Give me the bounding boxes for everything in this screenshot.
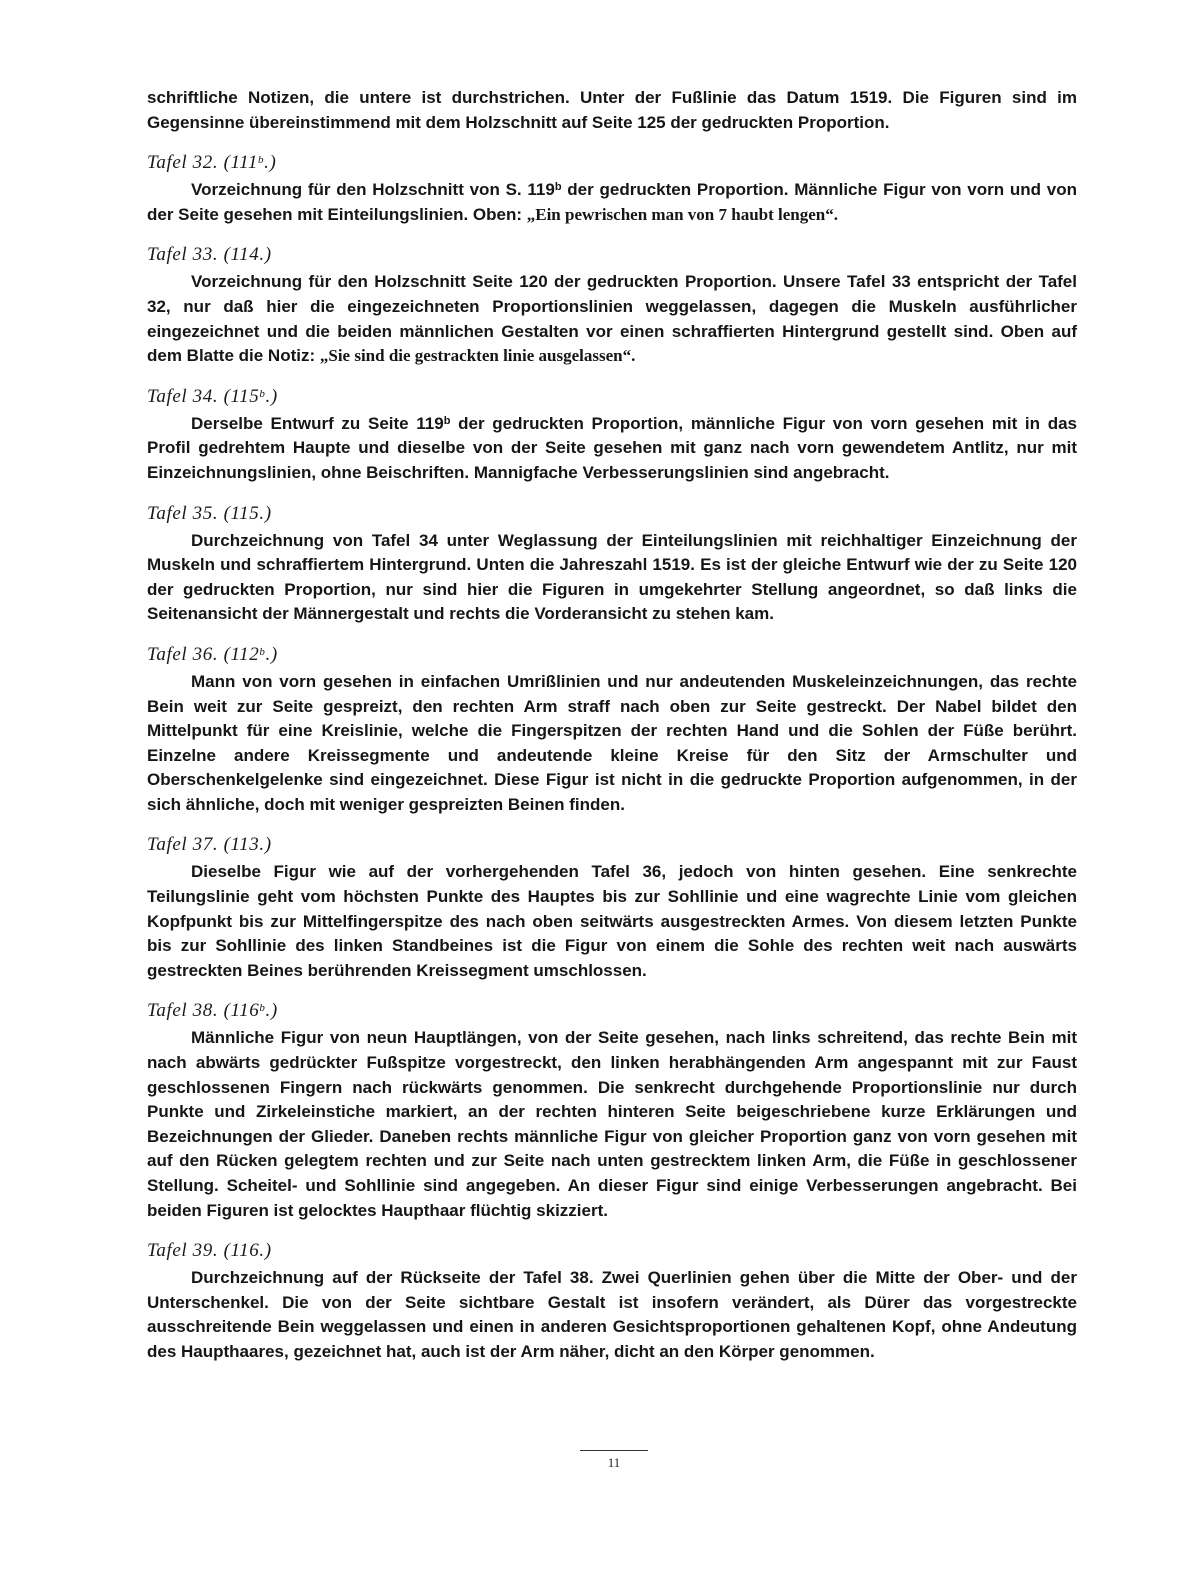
entry-tafel-32 [147, 151, 1077, 227]
entry-heading: Tafel 35. (115.) [147, 502, 272, 524]
entry-heading: Tafel 39. (116.) [147, 1240, 272, 1262]
heading-end: .) [265, 1000, 278, 1022]
heading-superscript: b [259, 1002, 266, 1015]
entry-heading [147, 643, 1077, 667]
heading-superscript: b [259, 387, 266, 400]
intro-paragraph: schriftliche Notizen, die untere ist durchstrichen. Unter der Fußlinie das Datum 1519. Die Figuren sind im Gegensinne übereinstimmend mit dem Holzschnitt auf Seite 125 der gedruckten Proportion. [147, 88, 1077, 132]
entry-heading: Tafel 37. (113.) [147, 834, 272, 856]
heading-superscript: b [259, 645, 266, 658]
body-text-part: Vorzeichnung für den Holzschnitt von S. 119 [191, 180, 555, 200]
entry-heading [147, 999, 1077, 1023]
page-content [147, 86, 1077, 1381]
body-text-part: der gedruckten Proportion. Männliche Figur von vorn und von der Seite gesehen mit Einteilungslinien. Oben: [147, 180, 1077, 224]
entry-body: Mann von vorn gesehen in einfachen Umrißlinien und nur andeutenden Muskeleinzeichnungen, das rechte Bein weit zur Seite gespreizt, den rechten Arm straff nach oben zur Seite gestreckt. Der Nabel bildet den Mittelpunkt für eine Kreislinie, welche die Fingerspitzen der rechten Hand und die Sohlen der Füße berührt. Einzelne andere Kreissegmente und andeutende kleine Kreise für den Sitz der Armschulter und Oberschenkelgelenke sind eingezeichnet. Diese Figur ist nicht in die gedruckte Proportion aufgenommen, in der sich ähnliche, doch mit weniger gespreizten Beinen finden. [147, 671, 1077, 814]
heading-end: .) [264, 152, 277, 174]
heading-text: Tafel 32. (111 [147, 152, 258, 174]
heading-end: .) [265, 385, 278, 407]
page-footer [580, 1450, 648, 1471]
body-superscript: b [554, 181, 562, 194]
heading-text: Tafel 38. (116 [147, 1000, 260, 1022]
entry-tafel-39 [147, 1239, 1077, 1364]
page-number: 11 [607, 1455, 621, 1470]
heading-text: Tafel 36. (112 [147, 643, 260, 665]
entry-tafel-35 [147, 502, 1077, 627]
heading-text: Tafel 34. (115 [147, 385, 260, 407]
entry-body: Dieselbe Figur wie auf der vorhergehenden Tafel 36, jedoch von hinten gesehen. Eine senkrechte Teilungslinie geht vom höchsten Punkte des Hauptes bis zur Sohllinie und eine wagrechte Linie vom gleichen Kopfpunkt bis zur Mittelfingerspitze des nach oben seitwärts ausgestreckten Armes. Von diesem letzten Punkte bis zur Sohllinie des linken Standbeines ist die Figur von einem die Sohle des rechten weit nach auswärts gestreckten Beines berührenden Kreissegment umschlossen. [147, 862, 1077, 980]
body-text-part: Vorzeichnung für den Holzschnitt Seite 120 der gedruckten Proportion. Unsere Tafel 33 entspricht der Tafel 32, nur daß hier die eingezeichneten Proportionslinien weggelassen, dagegen die Muskeln ausführlicher eingezeichnet und die beiden männlichen Gestalten vor einen schraffierten Hintergrund gestellt sind. Oben auf dem Blatte die Notiz: [147, 272, 1077, 366]
entry-body [147, 178, 1077, 227]
entry-body: Durchzeichnung von Tafel 34 unter Weglassung der Einteilungslinien mit reichhaltiger Einzeichnung der Muskeln und schraffiertem Hintergrund. Unten die Jahreszahl 1519. Es ist der gleiche Entwurf wie der zu Seite 120 der gedruckten Proportion, nur sind hier die Figuren in umgekehrter Stellung angeordnet, so daß links die Seitenansicht der Männergestalt und rechts die Vorderansicht zu stehen kam. [147, 530, 1077, 624]
entry-tafel-34 [147, 385, 1077, 486]
blackletter-quote: „Sie sind die gestrackten linie ausgelassen“. [319, 346, 636, 366]
entry-tafel-36 [147, 643, 1077, 818]
entry-tafel-37 [147, 833, 1077, 983]
entry-tafel-38 [147, 999, 1077, 1223]
entry-tafel-33 [147, 243, 1077, 368]
blackletter-quote: „Ein pewrischen man von 7 haubt lengen“. [526, 204, 838, 224]
body-text-part: der gedruckten Proportion, männliche Figur von vorn gesehen mit in das Profil gedrehtem Haupte und dieselbe von der Seite gesehen mit ganz nach vorn gewendetem Antlitz, nur mit Einzeichnungslinien, ohne Beischriften. Mannigfache Verbesserungslinien sind angebracht. [147, 413, 1078, 482]
body-text-part: Derselbe Entwurf zu Seite 119 [191, 413, 444, 433]
entry-body: Männliche Figur von neun Hauptlängen, von der Seite gesehen, nach links schreitend, das rechte Bein mit nach abwärts gedrückter Fußspitze vorgestreckt, den linken herabhängenden Arm angespannt mit zur Faust geschlossenen Fingern nach rückwärts genommen. Die senkrecht durchgehende Proportionslinie nur durch Punkte und Zirkeleinstiche markiert, an der rechten hinteren Seite beigeschriebene kurze Erklärungen und Bezeichnungen der Glieder. Daneben rechts männliche Figur von gleicher Proportion ganz von vorn gesehen mit auf den Rücken gelegtem rechten und zur Seite nach unten gestrecktem linken Arm, die Füße in geschlossener Stellung. Scheitel- und Sohllinie sind angegeben. An dieser Figur sind einige Verbesserungen angebracht. Bei beiden Figuren ist gelocktes Haupthaar flüchtig skizziert. [147, 1028, 1077, 1220]
entry-body [147, 270, 1077, 368]
entry-body [147, 412, 1077, 486]
entry-body: Durchzeichnung auf der Rückseite der Tafel 38. Zwei Querlinien gehen über die Mitte der Ober- und der Unterschenkel. Die von der Seite sichtbare Gestalt ist insofern verändert, als Dürer das vorgestreckte ausschreitende Bein weggelassen und einen in anderen Gesichtsproportionen gehaltenen Kopf, ohne Andeutung des Haupthaares, gezeichnet hat, auch ist der Arm näher, dicht an den Körper genommen. [147, 1268, 1077, 1361]
heading-superscript: b [257, 154, 265, 167]
footer-rule [580, 1450, 648, 1451]
body-superscript: b [443, 414, 451, 427]
entry-heading [147, 151, 1077, 175]
heading-end: .) [265, 643, 278, 665]
entry-heading [147, 385, 1077, 409]
entry-heading: Tafel 33. (114.) [147, 244, 272, 266]
